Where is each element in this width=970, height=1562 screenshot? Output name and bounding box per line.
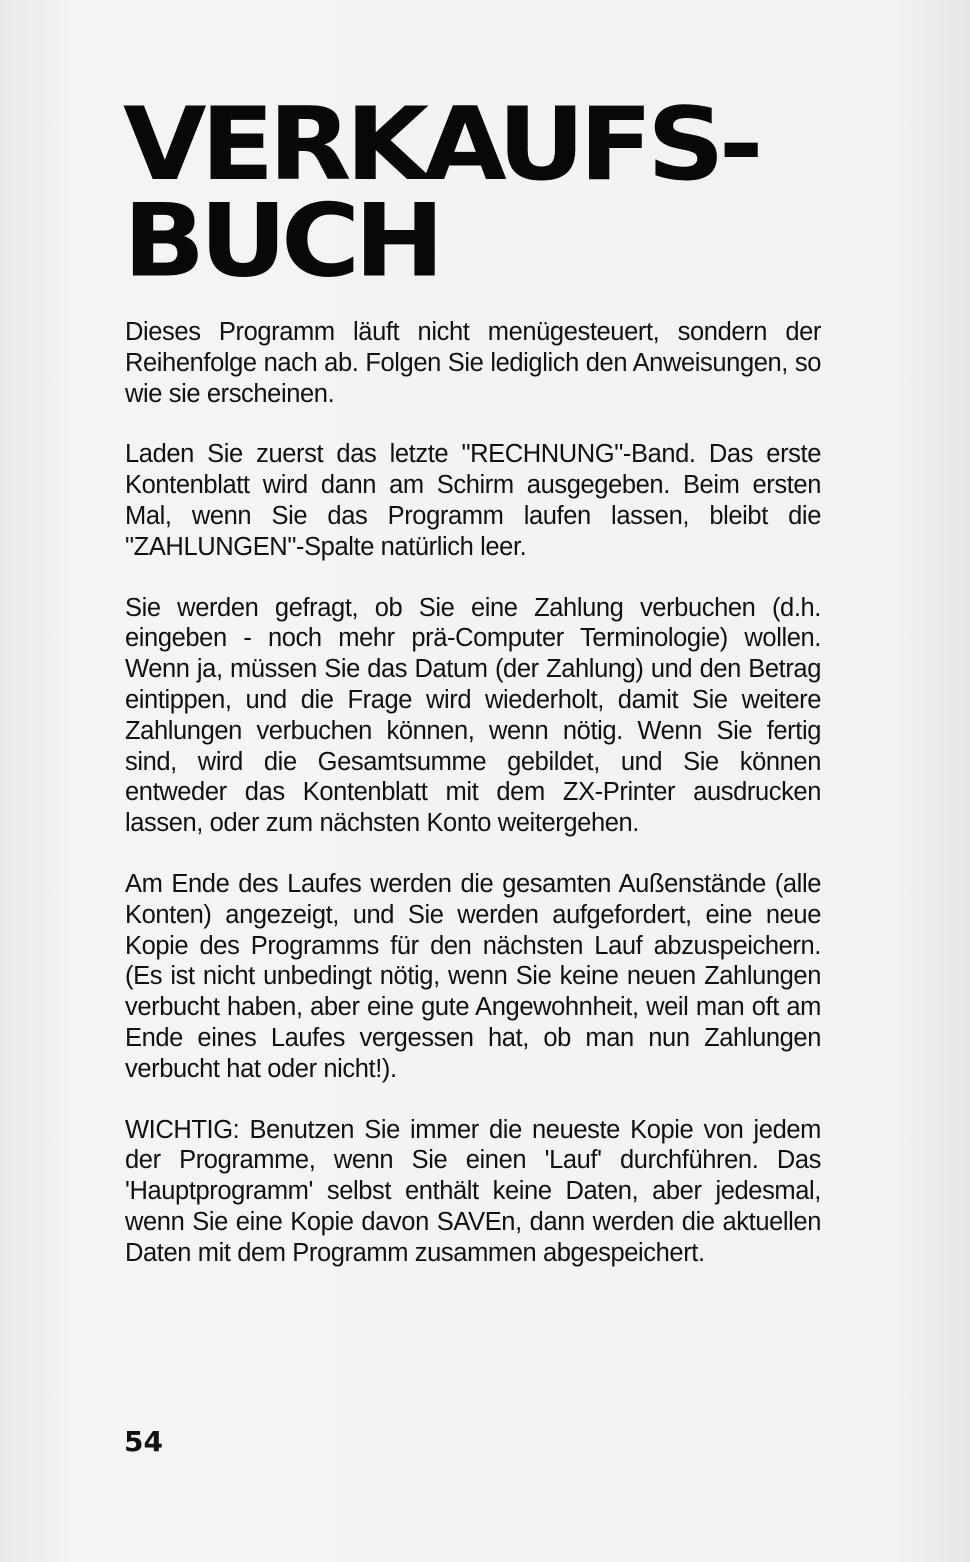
paragraph-1: Dieses Programm läuft nicht menügesteuert, sondern der Reihenfolge nach ab. Folgen Sie lediglich den Anweisungen, so wie sie erscheinen.: [125, 318, 821, 408]
paragraph-3: Sie werden gefragt, ob Sie eine Zahlung verbuchen (d.h. eingeben - noch mehr prä-Computer Terminologie) wollen. Wenn ja, müssen Sie das Datum (der Zahlung) und den Betrag eintippen, und die Frage wird wiederholt, damit Sie weitere Zahlungen verbuchen können, wenn nötig. Wenn Sie fertig sind, wird die Gesamtsumme gebildet, und Sie können entweder das Kontenblatt mit dem ZX-Printer ausdrucken lassen, oder zum nächsten Konto weitergehen.: [125, 593, 821, 838]
title-line-1: VERKAUFS-: [123, 86, 758, 204]
page-title: [123, 86, 758, 300]
title-line-2: BUCH: [123, 183, 439, 300]
paragraph-4: Am Ende des Laufes werden die gesamten Außenstände (alle Konten) angezeigt, und Sie werden aufgefordert, eine neue Kopie des Programms für den nächsten Lauf abzuspeichern. (Es ist nicht unbedingt nötig, wenn Sie keine neuen Zahlungen verbucht haben, aber eine gute Angewohnheit, weil man oft am Ende eines Laufes vergessen hat, ob man nun Zahlungen verbucht hat oder nicht!).: [125, 869, 821, 1083]
paragraph-2: Laden Sie zuerst das letzte "RECHNUNG"-Band. Das erste Kontenblatt wird dann am Schirm ausgegeben. Beim ersten Mal, wenn Sie das Programm laufen lassen, bleibt die "ZAHLUNGEN"-Spalte natürlich leer.: [125, 440, 821, 561]
page-number: 54: [124, 1425, 163, 1458]
article-body: [125, 317, 821, 1269]
paragraph-5: WICHTIG: Benutzen Sie immer die neueste Kopie von jedem der Programme, wenn Sie einen 'Lauf' durchführen. Das 'Hauptprogramm' selbst enthält keine Daten, aber jedesmal, wenn Sie eine Kopie davon SAVEn, dann werden die aktuellen Daten mit dem Programm zusammen abgespeichert.: [125, 1115, 821, 1267]
